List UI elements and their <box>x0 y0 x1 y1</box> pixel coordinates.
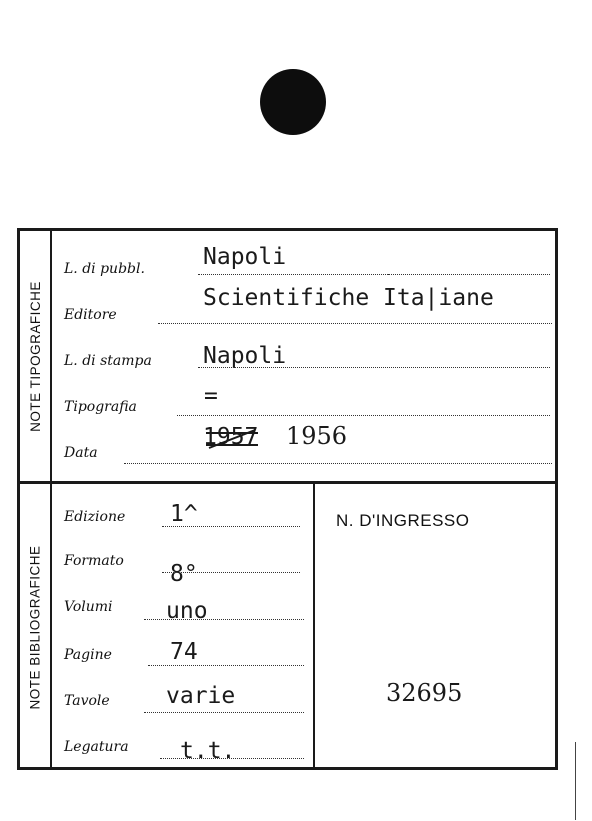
data-label: Data <box>64 445 98 461</box>
volumi-label: Volumi <box>64 599 113 615</box>
column-divider <box>313 483 315 767</box>
paper-edge-mark <box>575 742 576 820</box>
section-label-tipografiche: NOTE TIPOGRAFICHE <box>27 280 43 432</box>
editore-label: Editore <box>64 307 117 323</box>
tipografia-label: Tipografia <box>64 399 137 415</box>
dotted-line <box>144 712 304 713</box>
formato-value: 8° <box>170 561 198 587</box>
formato-label: Formato <box>64 553 124 569</box>
editore-value: Scientifiche Ita|iane <box>203 285 494 311</box>
tavole-value: varie <box>166 683 236 709</box>
section-label-bibliografiche: NOTE BIBLIOGRAFICHE <box>27 544 43 710</box>
strikethrough-mark <box>203 426 263 452</box>
dotted-line <box>160 758 304 759</box>
luogo-pubbl-value: Napoli <box>203 244 287 270</box>
ingresso-label: N. D'INGRESSO <box>336 511 470 530</box>
dotted-line <box>148 665 304 666</box>
dotted-line <box>144 619 304 620</box>
ingresso-number: 32695 <box>386 679 463 707</box>
dotted-line <box>162 572 300 573</box>
dotted-line <box>198 274 388 275</box>
dotted-line <box>388 274 550 275</box>
dotted-line <box>162 526 300 527</box>
legatura-label: Legatura <box>64 739 129 755</box>
edizione-label: Edizione <box>64 509 126 525</box>
side-divider <box>50 231 52 767</box>
luogo-stampa-label: L. di stampa <box>64 353 152 369</box>
luogo-stampa-value: Napoli <box>203 343 287 369</box>
pagine-value: 74 <box>170 639 198 665</box>
data-struck-value: 1957 <box>203 424 258 450</box>
dotted-line <box>198 367 550 368</box>
catalog-card <box>17 228 558 770</box>
luogo-pubbl-label: L. di pubbl. <box>64 261 145 277</box>
edizione-value: 1^ <box>170 501 198 527</box>
data-value: 1956 <box>286 422 348 450</box>
legatura-value: t.t. <box>180 738 236 764</box>
dotted-line <box>158 323 552 324</box>
pagine-label: Pagine <box>64 647 112 663</box>
tavole-label: Tavole <box>64 693 110 709</box>
dotted-line <box>124 463 552 464</box>
punch-hole <box>260 69 326 135</box>
section-divider <box>20 481 555 484</box>
tipografia-value: = <box>204 383 218 409</box>
dotted-line <box>177 415 550 416</box>
volumi-value: uno <box>166 598 208 624</box>
